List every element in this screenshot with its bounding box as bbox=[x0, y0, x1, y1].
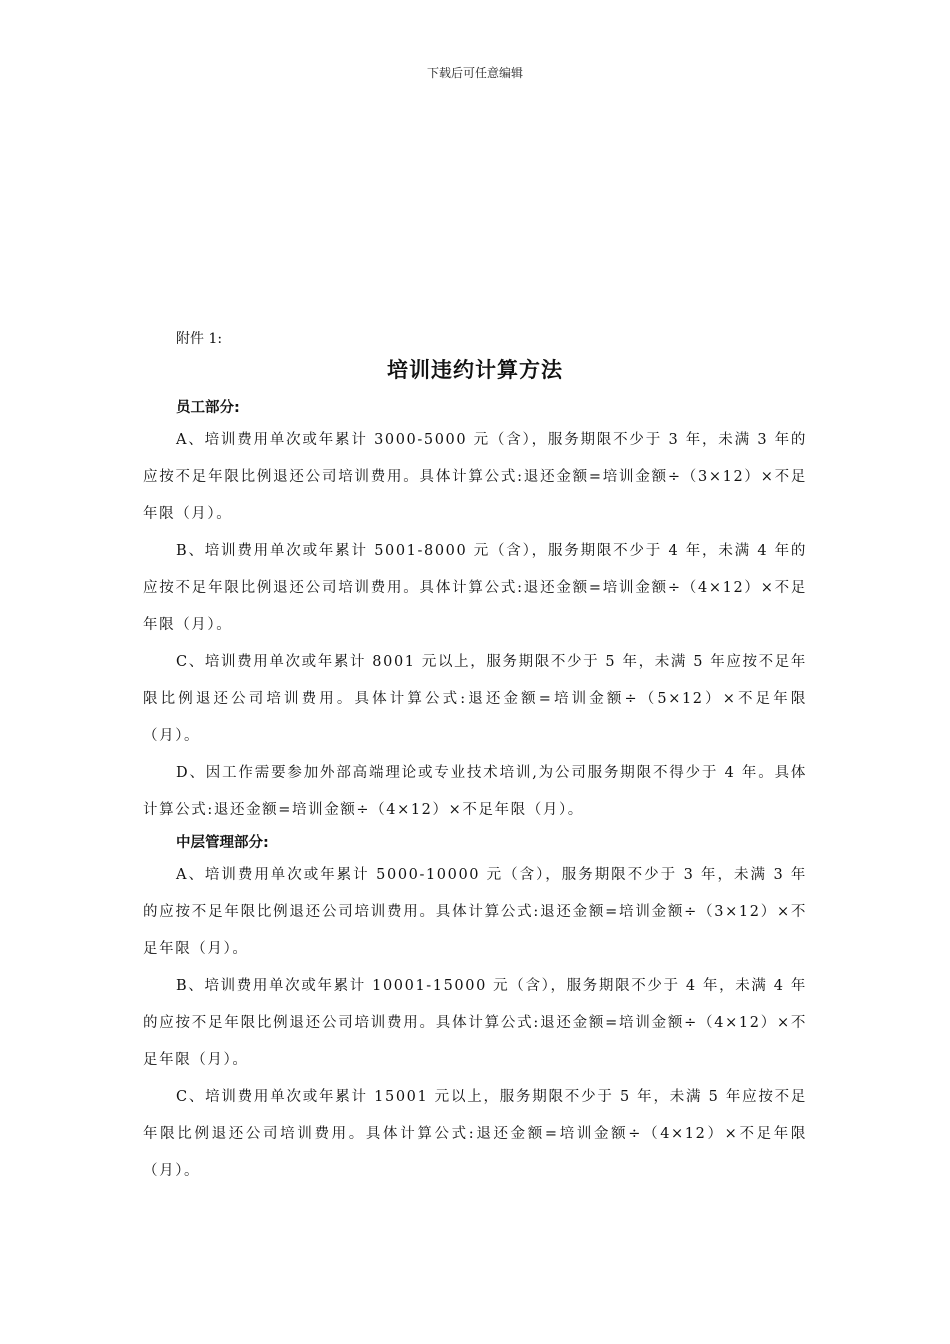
employee-clause-a: A、培训费用单次或年累计 3000-5000 元（含），服务期限不少于 3 年，未满 3 年的应按不足年限比例退还公司培训费用。具体计算公式:退还金额=培训金额÷（3×12）×不足年限（月）。 bbox=[143, 432, 807, 522]
section-heading-middle-management: 中层管理部分: bbox=[176, 835, 269, 851]
employee-clause-d: D、因工作需要参加外部高端理论或专业技术培训,为公司服务期限不得少于 4 年。具体计算公式:退还金额=培训金额÷（4×12）×不足年限（月）。 bbox=[143, 765, 807, 818]
page-header-note: 下载后可任意编辑 bbox=[426, 66, 523, 80]
section-middle-management bbox=[143, 829, 807, 1190]
document-title: 培训违约计算方法 bbox=[387, 358, 563, 382]
management-clause-a: A、培训费用单次或年累计 5000-10000 元（含），服务期限不少于 3 年，未满 3 年的应按不足年限比例退还公司培训费用。具体计算公式:退还金额=培训金额÷（3×12）×不足年限（月）。 bbox=[143, 867, 807, 957]
attachment-label: 附件 1: bbox=[176, 331, 223, 347]
employee-clause-b: B、培训费用单次或年累计 5001-8000 元（含），服务期限不少于 4 年，未满 4 年的应按不足年限比例退还公司培训费用。具体计算公式:退还金额=培训金额÷（4×12）×不足年限（月）。 bbox=[143, 543, 807, 633]
section-employee bbox=[143, 394, 807, 829]
section-heading-employee: 员工部分: bbox=[176, 400, 240, 416]
management-clause-c: C、培训费用单次或年累计 15001 元以上，服务期限不少于 5 年，未满 5 年应按不足年限比例退还公司培训费用。具体计算公式:退还金额=培训金额÷（4×12）×不足年限（月）。 bbox=[143, 1089, 807, 1179]
management-clause-b: B、培训费用单次或年累计 10001-15000 元（含），服务期限不少于 4 年，未满 4 年的应按不足年限比例退还公司培训费用。具体计算公式:退还金额=培训金额÷（4×12）×不足年限（月）。 bbox=[143, 978, 807, 1068]
employee-clause-c: C、培训费用单次或年累计 8001 元以上，服务期限不少于 5 年，未满 5 年应按不足年限比例退还公司培训费用。具体计算公式:退还金额=培训金额÷（5×12）×不足年限（月）。 bbox=[143, 654, 807, 744]
document-body bbox=[143, 394, 807, 1190]
